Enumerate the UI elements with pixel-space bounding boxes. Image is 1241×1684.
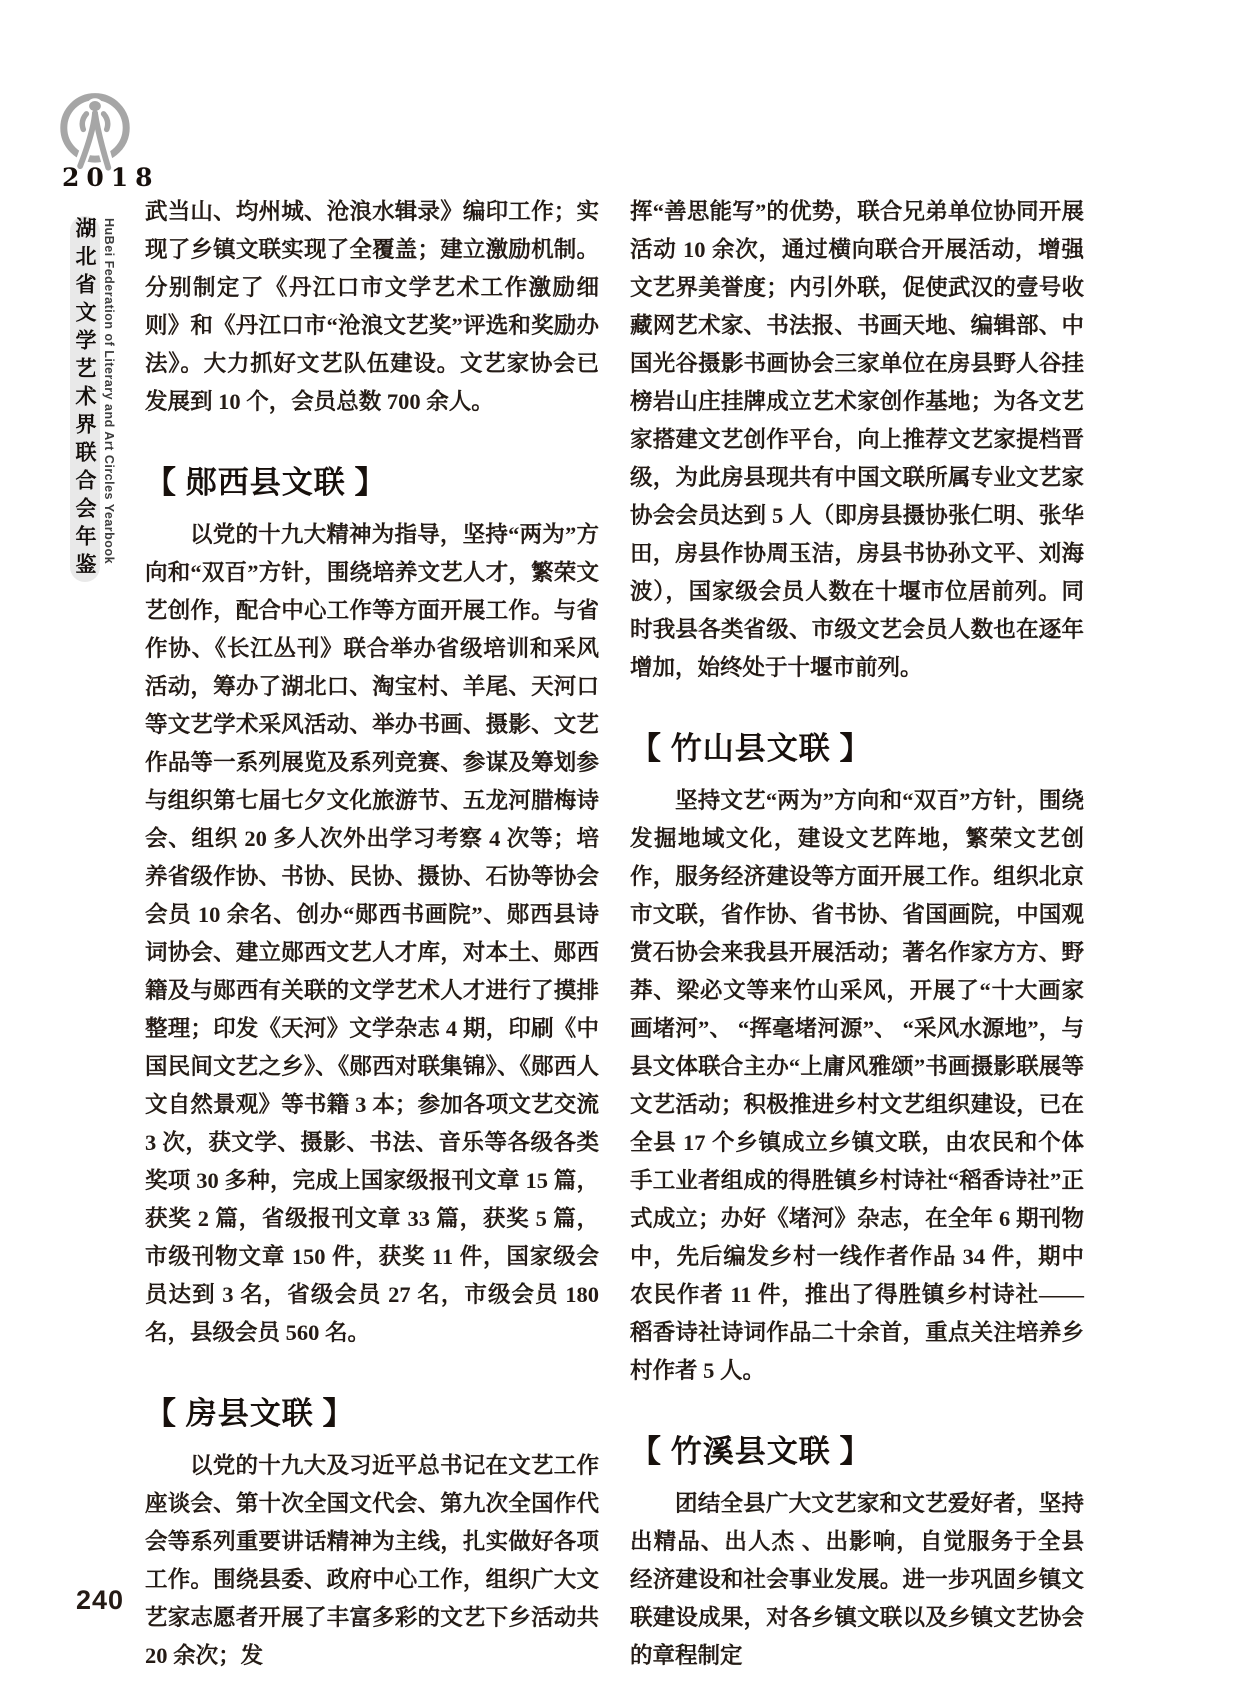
sidebar-title-english: HuBei Federation of Literary and Art Circles Yearbook bbox=[102, 218, 116, 565]
paragraph-danjiangkou-continuation: 武当山、均州城、沧浪水辑录》编印工作；实现了乡镇文联实现了全覆盖；建立激励机制。分别制定了《丹江口市文学艺术工作激励细则》和《丹江口市“沧浪文艺奖”评选和奖励办法》。大力抓好文艺队伍建设。文艺家协会已发展到 10 个，会员总数 700 余人。 bbox=[145, 199, 599, 414]
paragraph-fang-county: 以党的十九大及习近平总书记在文艺工作座谈会、第十次全国文代会、第九次全国作代会等系列重要讲话精神为主线，扎实做好各项工作。围绕县委、政府中心工作，组织广大文艺家志愿者开展了丰富多彩的文艺下乡活动共 20 余次；发 bbox=[145, 1453, 599, 1668]
page-number: 240 bbox=[76, 1585, 125, 1615]
section-header-fang-county: 【 房县文联 】 bbox=[145, 1396, 355, 1431]
right-column bbox=[630, 193, 1084, 1675]
section-header-zhuxi-county: 【 竹溪县文联 】 bbox=[630, 1434, 872, 1469]
paragraph-zhushan-county: 坚持文艺“两为”方向和“双百”方针，围绕发掘地域文化，建设文艺阵地，繁荣文艺创作，服务经济建设等方面开展工作。组织北京市文联，省作协、省书协、省国画院，中国观赏石协会来我县开展活动；著名作家方方、野莽、梁必文等来竹山采风，开展了“十大画家画堵河”、 “挥毫堵河源”、 “采风水源地”，与县文体联合主办“上庸风雅颂”书画摄影联展等文艺活动；积极推进乡村文艺组织建设，已在全县 17 个乡镇成立乡镇文联，由农民和个体手工业者组成的得胜镇乡村诗社“稻香诗社”正式成立；办好《堵河》杂志，在全年 6 期刊物中，先后编发乡村一线作者作品 34 件，期中农民作者 11 件，推出了得胜镇乡村诗社——稻香诗社诗词作品二十余首，重点关注培养乡村作者 5 人。 bbox=[630, 788, 1084, 1383]
sidebar-title-chinese: 湖北省文学艺术界联合会年鉴 bbox=[73, 217, 97, 581]
section-header-zhushan-county: 【 竹山县文联 】 bbox=[630, 731, 872, 766]
left-column bbox=[145, 193, 599, 1675]
year-label: 2018 bbox=[62, 163, 160, 192]
paragraph-yunxi-county: 以党的十九大精神为指导，坚持“两为”方向和“双百”方针，围绕培养文艺人才，繁荣文艺创作，配合中心工作等方面开展工作。与省作协、《长江丛刊》联合举办省级培训和采风活动，筹办了湖北口、淘宝村、羊尾、天河口等文艺学术采风活动、举办书画、摄影、文艺作品等一系列展览及系列竞赛、参谋及筹划参与组织第七届七夕文化旅游节、五龙河腊梅诗会、组织 20 多人次外出学习考察 4 次等；培养省级作协、书协、民协、摄协、石协等协会会员 10 余名、创办“郧西书画院”、郧西县诗词协会、建立郧西文艺人才库，对本土、郧西籍及与郧西有关联的文学艺术人才进行了摸排整理；印发《天河》文学杂志 4 期，印刷《中国民间文艺之乡》、《郧西对联集锦》、《郧西人文自然景观》等书籍 3 本；参加各项文艺交流 3 次，获文学、摄影、书法、音乐等各级各类奖项 30 多种，完成上国家级报刊文章 15 篇，获奖 2 篇，省级报刊文章 33 篇，获奖 5 篇，市级刊物文章 150 件，获奖 11 件，国家级会员达到 3 名，省级会员 27 名，市级会员 180 名，县级会员 560 名。 bbox=[145, 522, 599, 1345]
paragraph-zhuxi-county: 团结全县广大文艺家和文艺爱好者，坚持出精品、出人杰 、出影响，自觉服务于全县经济建设和社会事业发展。进一步巩固乡镇文联建设成果，对各乡镇文联以及乡镇文艺协会的章程制定 bbox=[630, 1491, 1084, 1668]
section-header-yunxi-county: 【 郧西县文联 】 bbox=[145, 465, 387, 500]
paragraph-fang-county-continuation: 挥“善思能写”的优势，联合兄弟单位协同开展活动 10 余次，通过横向联合开展活动，增强文艺界美誉度；内引外联，促使武汉的壹号收藏网艺术家、书法报、书画天地、编辑部、中国光谷摄影书画协会三家单位在房县野人谷挂榜岩山庄挂牌成立艺术家创作基地；为各文艺家搭建文艺创作平台，向上推荐文艺家提档晋级，为此房县现共有中国文联所属专业文艺家协会会员达到 5 人（即房县摄协张仁明、张华田，房县作协周玉洁，房县书协孙文平、刘海波），国家级会员人数在十堰市位居前列。同时我县各类省级、市级文艺会员人数也在逐年增加，始终处于十堰市前列。 bbox=[630, 199, 1084, 680]
federation-emblem-icon bbox=[56, 88, 134, 174]
sidebar-title-bar bbox=[70, 216, 100, 582]
